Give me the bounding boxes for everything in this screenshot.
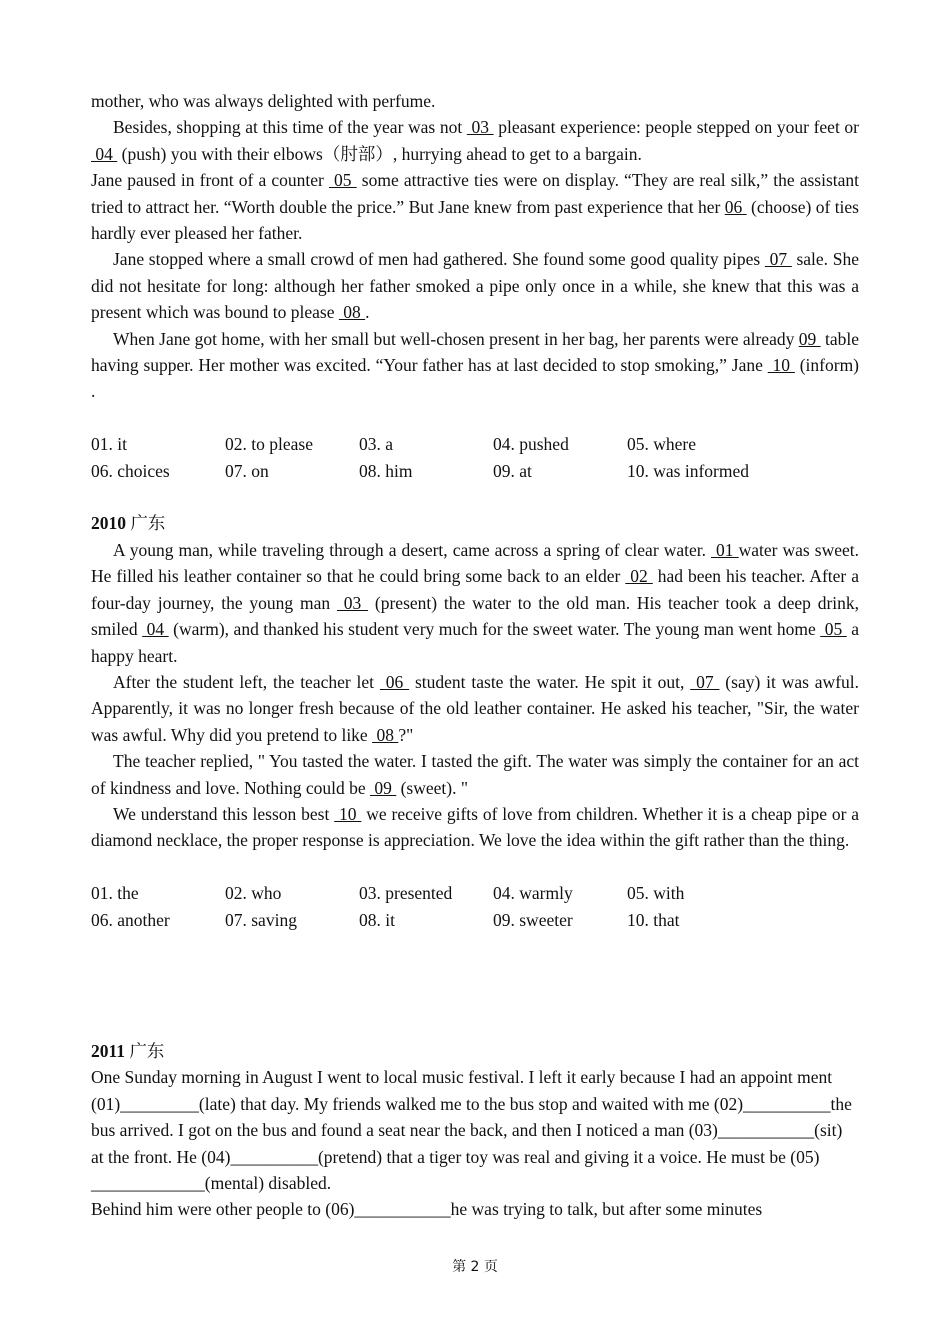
passage1-answer-key [91, 431, 859, 484]
answer-row [91, 458, 859, 484]
passage2-paragraph-2: After the student left, the teacher let 06 student taste the water. He spit it out, 07 (say) it was awful. Apparently, it was no longer fresh because of the old leather container. He asked his teacher, "Sir, the water was awful. Why did you pretend to like 08 ?" [91, 671, 860, 745]
passage3-paragraph-1: One Sunday morning in August I went to local music festival. I left it early because I had an appoint ment (01)_________(late) that day. My friends walked me to the bus stop and waited with me (02)__________the bus arrived. I got on the bus and found a seat near the back, and then I noticed a man (03)___________(sit) at the front. He (04)__________(pretend) that a tiger toy was real and giving it a voice. He must be (05) _____________(mental) disabled. [91, 1067, 852, 1193]
answer-item: 10. that [627, 909, 680, 930]
document-page [91, 88, 859, 1223]
passage3-paragraph-2: Behind him were other people to (06)___________he was trying to talk, but after some minutes [91, 1199, 763, 1220]
answer-item: 09. sweeter [493, 909, 573, 930]
answer-item: 04. pushed [493, 434, 569, 455]
passage2-paragraph-4: We understand this lesson best 10 we receive gifts of love from children. Whether it is a cheap pipe or a diamond necklace, the proper response is appreciation. We love the idea within the gift rather than the thing. [91, 803, 860, 851]
section-heading-2010: 2010 广东 [91, 513, 166, 534]
passage1-paragraph-1: mother, who was always delighted with perfume. [91, 91, 436, 111]
answer-item: 09. at [493, 460, 532, 481]
passage2-paragraph-3: The teacher replied, " You tasted the water. I tasted the gift. The water was simply the container for an act of kindness and love. Nothing could be 09 (sweet). " [91, 751, 859, 798]
passage1-paragraph-2: Besides, shopping at this time of the year was not 03 pleasant experience: people stepped on your feet or 04 (push) you with their elbows（肘部）, hurrying ahead to get to a bargain. [91, 117, 860, 164]
answer-item: 08. it [359, 909, 395, 930]
passage2-paragraph-1: A young man, while traveling through a desert, came across a spring of clear water. 01 water was sweet. He filled his leather container so that he could bring some back to an elder 02 had been his teacher. After a four-day journey, the young man 03 (present) the water to the old man. His teacher took a deep drink, smiled 04 (warm), and thanked his student very much for the sweet water. The young man went home 05 a happy heart. [91, 539, 860, 666]
answer-item: 06. choices [91, 460, 170, 481]
answer-row [91, 431, 859, 457]
passage2-answer-key [91, 880, 859, 933]
passage1-paragraph-5: When Jane got home, with her small but well-chosen present in her bag, her parents were already 09 table having supper. Her mother was excited. “Your father has at last decided to stop smoking,” Jane 10 (inform) . [91, 328, 860, 402]
answer-item: 01. it [91, 434, 127, 455]
answer-item: 06. another [91, 909, 170, 930]
answer-item: 08. him [359, 460, 413, 481]
answer-item: 02. who [225, 883, 282, 904]
answer-row [91, 880, 859, 906]
answer-item: 02. to please [225, 434, 313, 455]
answer-item: 03. a [359, 434, 394, 455]
answer-item: 05. with [627, 883, 685, 904]
answer-item: 05. where [627, 434, 697, 455]
answer-row [91, 907, 859, 933]
answer-item: 07. saving [225, 909, 297, 930]
passage1-paragraph-4: Jane stopped where a small crowd of men had gathered. She found some good quality pipes 07 sale. She did not hesitate for long: although her father smoked a pipe only once in a while, she knew that this was a present which was bound to please 08 . [91, 249, 859, 323]
answer-item: 10. was informed [627, 460, 749, 481]
answer-item: 07. on [225, 460, 269, 481]
answer-item: 01. the [91, 883, 139, 904]
answer-item: 04. warmly [493, 883, 573, 904]
passage1-paragraph-3: Jane paused in front of a counter 05 some attractive ties were on display. “They are real silk,” the assistant tried to attract her. “Worth double the price.” But Jane knew from past experience that her 06 (choose) of ties hardly ever pleased her father. [91, 170, 860, 244]
answer-item: 03. presented [359, 883, 453, 904]
section-heading-2011: 2011 广东 [91, 1040, 165, 1061]
page-number: 第 2 页 [452, 1259, 498, 1275]
